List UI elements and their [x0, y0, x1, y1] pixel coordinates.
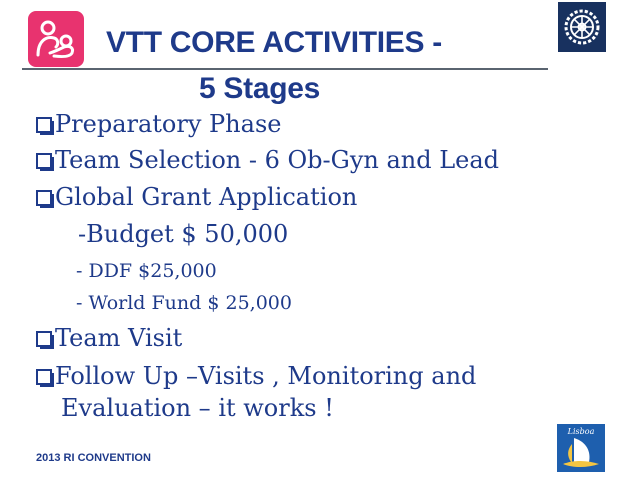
- list-item: - DDF $25,000: [76, 260, 217, 282]
- checkbox-bullet-icon: [36, 369, 52, 385]
- list-item-continuation: Evaluation – it works !: [61, 394, 334, 422]
- checkbox-bullet-icon: [36, 331, 52, 347]
- rotary-wheel-icon: [558, 2, 606, 52]
- list-item: -Budget $ 50,000: [78, 220, 289, 248]
- slide-title-line-2: 5 Stages: [199, 72, 320, 105]
- footer-convention-label: 2013 RI CONVENTION: [36, 452, 151, 464]
- title-divider: [22, 68, 548, 70]
- checkbox-bullet-icon: [36, 153, 52, 169]
- slide-title-line-1: VTT CORE ACTIVITIES -: [106, 26, 442, 59]
- list-item: - World Fund $ 25,000: [76, 292, 292, 314]
- lisboa-logo-text: Lisboa: [567, 427, 595, 436]
- list-item: Team Visit: [36, 322, 182, 354]
- mother-and-child-icon: [28, 11, 84, 67]
- checkbox-bullet-icon: [36, 190, 52, 206]
- list-item: Global Grant Application: [36, 181, 357, 213]
- list-item: Follow Up –Visits , Monitoring and: [36, 360, 476, 392]
- lisboa-caravel-icon: [557, 424, 605, 472]
- list-item: Team Selection - 6 Ob-Gyn and Lead: [36, 144, 499, 176]
- checkbox-bullet-icon: [36, 117, 52, 133]
- list-item: Preparatory Phase: [36, 108, 281, 140]
